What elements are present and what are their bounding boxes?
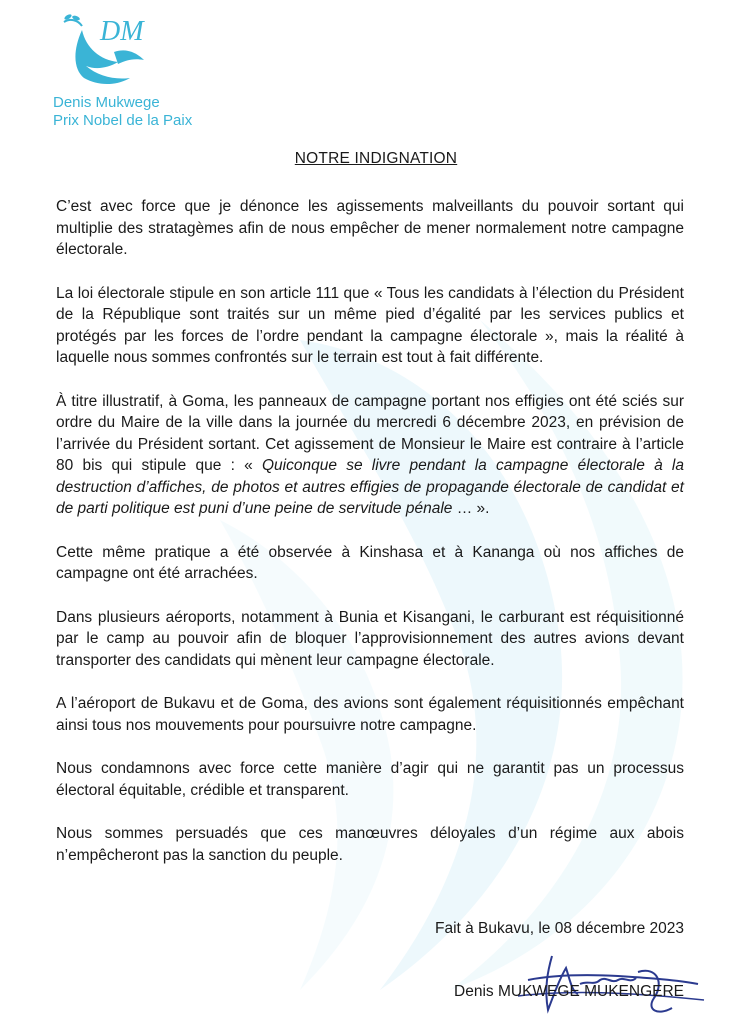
paragraph-end: … ». xyxy=(452,500,490,517)
paragraph: Nous sommes persuadés que ces manœuvres déloyales d’un régime aux abois n’empêcheront pas la sanction du peuple. xyxy=(56,825,684,864)
paragraph: C’est avec force que je dénonce les agissements malveillants du pouvoir sortant qui multiplie des stratagèmes afin de nous empêcher de mener normalement notre campagne électorale. xyxy=(56,198,684,258)
letter-body xyxy=(56,196,684,888)
paragraph: Cette même pratique a été observée à Kinshasa et à Kananga où nos affiches de campagne ont été arrachées. xyxy=(56,543,684,582)
paragraph: A l’aéroport de Bukavu et de Goma, des avions sont également réquisitionnés empêchant ainsi tous nos mouvements pour poursuivre notre campagne. xyxy=(56,695,684,734)
quoted-article: Quiconque se livre pendant la campagne électorale à la destruction d’affiches, de photos et autres effigies de propagande électorale de candidat et de parti politique est puni d’une peine de servitude pénale xyxy=(56,457,684,517)
paragraph: La loi électorale stipule en son article 111 que « Tous les candidats à l’élection du Président de la République sont traités sur un même pied d’égalité par les services publics et protégés par les forces de l’ordre pendant la campagne électorale », mais la réalité à laquelle nous sommes confrontés sur le terrain est tout à fait différente. xyxy=(56,284,684,366)
letterhead xyxy=(52,8,212,130)
place-and-date: Fait à Bukavu, le 08 décembre 2023 xyxy=(434,920,684,937)
logo-monogram: DM xyxy=(100,16,144,47)
letterhead-subtitle: Prix Nobel de la Paix xyxy=(53,112,193,129)
paragraph: Dans plusieurs aéroports, notamment à Bunia et Kisangani, le carburant est réquisitionné par le camp au pouvoir afin de bloquer l’approvisionnement des autres avions devant transporter des candidats qui mènent leur campagne électorale. xyxy=(56,608,684,669)
dove-with-olive-branch-icon xyxy=(56,8,152,92)
signer-name: Denis MUKWEGE MUKENGERE xyxy=(454,983,684,1000)
paragraph-text: À titre illustratif, à Goma, les panneaux de campagne portant nos effigies ont été sciés sur ordre du Maire de la ville dans la journée du mercredi 6 décembre 2023, en prévision de l’arrivée du Président sortant. Cet agissement de Monsieur le Maire est contraire à l’article 80 bis qui stipule que : « xyxy=(56,392,684,474)
paragraph xyxy=(56,391,684,520)
letterhead-name: Denis Mukwege xyxy=(53,94,160,111)
paragraph: Nous condamnons avec force cette manière d’agir qui ne garantit pas un processus électoral équitable, crédible et transparent. xyxy=(56,760,684,799)
page-title: NOTRE INDIGNATION xyxy=(294,150,458,167)
